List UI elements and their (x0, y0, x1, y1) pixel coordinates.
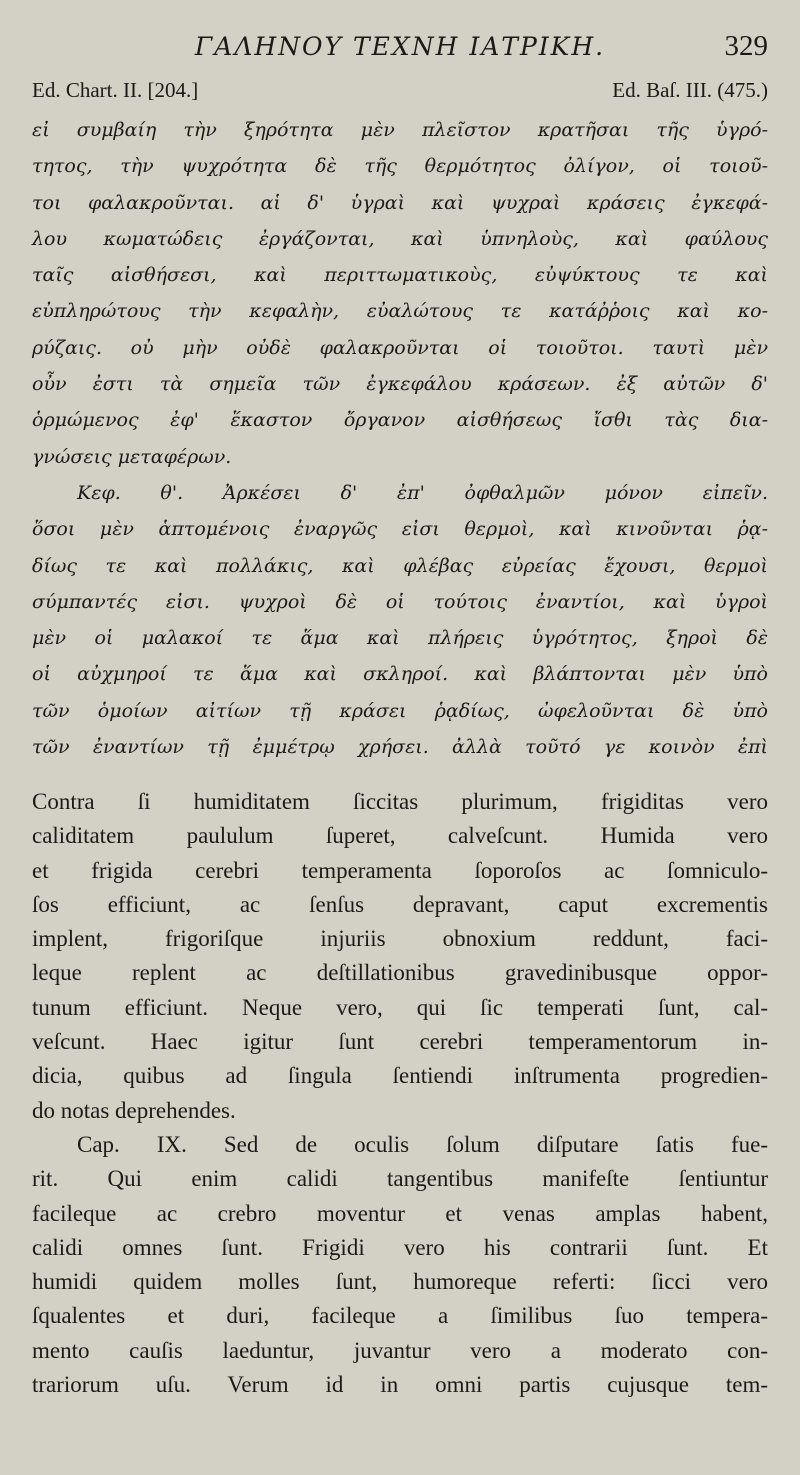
greek-line: ὁρμώμενος ἐφ' ἕκαστον ὄργανον αἰσθήσεως ἴσθι τὰς δια- (32, 409, 768, 432)
greek-line: ταῖς αἰσθήσεσι, καὶ περιττωματικοὺς, εὐψύκτους τε καὶ (32, 264, 768, 287)
latin-line: mento cauſis laeduntur, juvantur vero a moderato con- (32, 1337, 768, 1363)
greek-line: εὐπληρώτους τὴν κεφαλὴν, εὐαλώτους τε κατάῤῥοις καὶ κο- (32, 300, 768, 323)
greek-line: τοι φαλακροῦνται. αἱ δ' ὑγραὶ καὶ ψυχραὶ κράσεις ἐγκεφά- (32, 191, 768, 214)
greek-line: τῶν ἐναντίων τῇ ἐμμέτρῳ χρήσει. ἀλλὰ τοῦτό γε κοινὸν ἐπὶ (32, 736, 768, 759)
greek-line: οἱ αὐχμηροί τε ἅμα καὶ σκληροί. καὶ βλάπτονται μὲν ὑπὸ (32, 663, 768, 686)
latin-line: implent, frigoriſque injuriis obnoxium reddunt, faci- (32, 926, 768, 952)
latin-line: humidi quidem molles ſunt, humoreque referti: ſicci vero (32, 1269, 768, 1295)
latin-line: ſos efficiunt, ac ſenſus depravant, caput excrementis (32, 891, 768, 917)
latin-line: veſcunt. Haec igitur ſunt cerebri temperamentorum in- (32, 1029, 768, 1055)
greek-line: εἰ συμβαίη τὴν ξηρότητα μὲν πλεῖστον κρατῆσαι τῆς ὑγρό- (32, 119, 768, 141)
greek-line: σύμπαντές εἰσι. ψυχροὶ δὲ οἱ τούτοις ἐναντίοι, καὶ ὑγροὶ (32, 590, 768, 613)
greek-line: ὅσοι μὲν ἁπτομένοις ἐναργῶς εἰσι θερμοὶ, καὶ κινοῦνται ῥᾳ- (32, 518, 768, 541)
latin-line: calidi omnes ſunt. Frigidi vero his contrarii ſunt. Et (32, 1234, 768, 1260)
latin-line: rit. Qui enim calidi tangentibus manifeſte ſentiuntur (32, 1166, 768, 1192)
latin-line: et frigida cerebri temperamenta ſoporoſos ac ſomniculo- (32, 857, 768, 883)
latin-line: tunum efficiunt. Neque vero, qui ſic temperati ſunt, cal- (32, 994, 768, 1020)
latin-line: ſqualentes et duri, facileque a ſimilibus ſuo tempera- (32, 1303, 768, 1329)
greek-line: δίως τε καὶ πολλάκις, καὶ φλέβας εὐρείας ἔχουσι, θερμοὶ (32, 554, 768, 577)
page-header (0, 24, 800, 68)
greek-chapter-heading-line: Κεφ. θ'. Ἀρκέσει δ' ἐπ' ὀφθαλμῶν μόνον εἰπεῖν. (77, 481, 768, 504)
latin-line: trariorum uſu. Verum id in omni partis cujusque tem- (32, 1372, 768, 1398)
edition-basel-reference: Ed. Baſ. III. (475.) (612, 78, 768, 102)
greek-line: γνώσεις μεταφέρων. (32, 445, 232, 468)
running-title: ΓΑΛΗΝΟΥ ΤΕΧΝΗ ΙΑΤΡΙΚΗ. (194, 32, 606, 61)
edition-references (32, 78, 768, 108)
latin-line: facileque ac crebro moventur et venas amplas habent, (32, 1200, 768, 1226)
greek-text-block (32, 112, 768, 765)
latin-line: leque replent ac deſtillationibus gravedinibusque oppor- (32, 960, 768, 986)
greek-line: τητος, τὴν ψυχρότητα δὲ τῆς θερμότητος ὀλίγον, οἱ τοιοῦ- (32, 155, 768, 178)
latin-line: do notas deprehendes. (32, 1097, 236, 1123)
greek-line: τῶν ὁμοίων αἰτίων τῇ κράσει ῥᾳδίως, ὠφελοῦνται δὲ ὑπὸ (32, 699, 768, 722)
latin-text-block (32, 785, 768, 1402)
greek-line: οὖν ἐστι τὰ σημεῖα τῶν ἐγκεφάλου κράσεων. ἐξ αὐτῶν δ' (32, 373, 768, 396)
greek-line: ρύζαις. οὐ μὴν οὐδὲ φαλακροῦνται οἱ τοιοῦτοι. ταυτὶ μὲν (32, 336, 768, 359)
greek-line: μὲν οἱ μαλακοί τε ἅμα καὶ πλήρεις ὑγρότητος, ξηροὶ δὲ (32, 627, 768, 650)
latin-line: dicia, quibus ad ſingula ſentiendi inſtrumenta progredien- (32, 1063, 768, 1089)
edition-chart-reference: Ed. Chart. II. [204.] (32, 78, 199, 102)
latin-line: caliditatem paululum ſuperet, calveſcunt. Humida vero (32, 823, 768, 849)
page-number: 329 (724, 30, 768, 62)
latin-line: Contra ſi humiditatem ſiccitas plurimum, frigiditas vero (32, 789, 768, 814)
latin-chapter-heading-line: Cap. IX. Sed de oculis ſolum diſputare ſatis fue- (77, 1131, 768, 1157)
greek-line: λου κωματώδεις ἐργάζονται, καὶ ὑπνηλοὺς, καὶ φαύλους (32, 227, 768, 250)
